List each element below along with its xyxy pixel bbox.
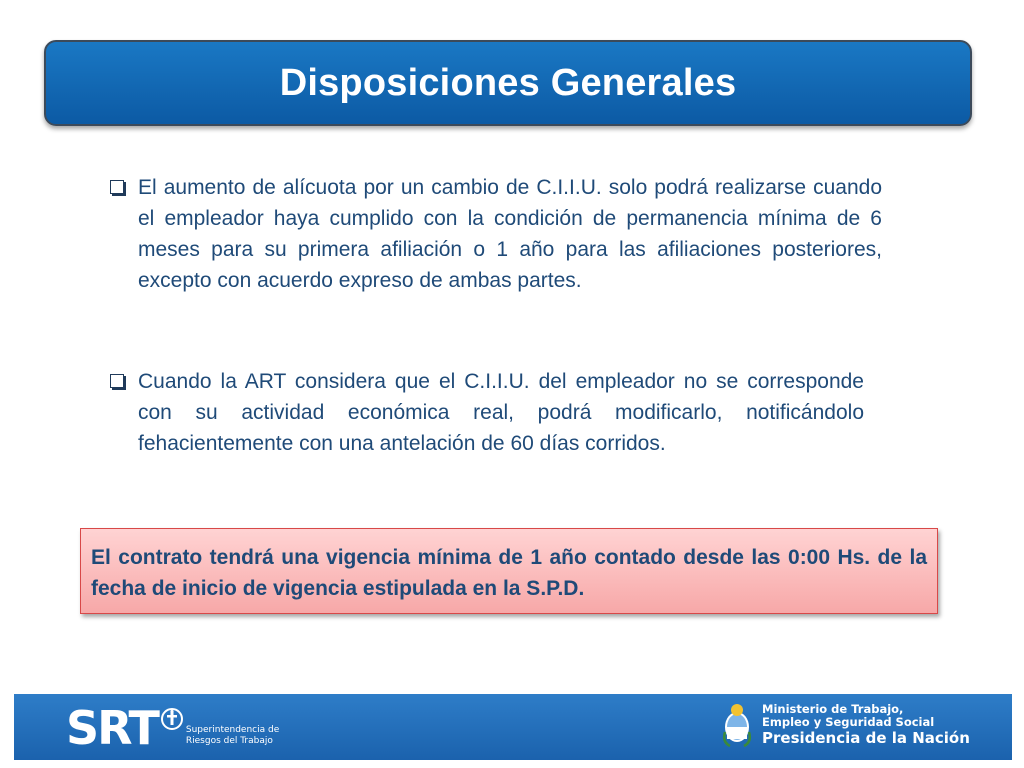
- checkbox-icon: [110, 374, 124, 388]
- checkbox-icon: [110, 180, 124, 194]
- presidencia-text: Presidencia de la Nación: [762, 728, 970, 747]
- bullet-item: [110, 172, 882, 296]
- bullet-item: [110, 366, 864, 459]
- footer-bar: [14, 694, 1012, 760]
- highlight-callout: [80, 528, 938, 614]
- srt-subtitle-line: Superintendencia de: [185, 725, 280, 735]
- ministry-line: Ministerio de Trabajo,: [762, 701, 904, 716]
- srt-subtitle-line: Riesgos del Trabajo: [185, 736, 273, 746]
- srt-logo: [66, 701, 280, 755]
- srt-logo-letters: SRT: [66, 701, 158, 755]
- highlight-text: El contrato tendrá una vigencia mínima de 1 año contado desde las 0:00 Hs. de la fecha de inicio de vigencia estipulada en la S.P.D.: [91, 546, 927, 600]
- ministry-logo: [722, 702, 970, 748]
- bullet-text: Cuando la ART considera que el C.I.I.U. del empleador no se corresponde con su actividad económica real, podrá modificarlo, notificándolo fehacientemente con una antelación de 60 días corridos.: [138, 370, 864, 455]
- bullet-text: El aumento de alícuota por un cambio de C.I.I.U. solo podrá realizarse cuando el empleador haya cumplido con la condición de permanencia mínima de 6 meses para su primera afiliación o 1 año para las afiliaciones posteriores, excepto con acuerdo expreso de ambas partes.: [138, 176, 882, 292]
- title-banner: [44, 40, 972, 126]
- srt-logo-subtitle: [186, 725, 279, 747]
- argentina-shield-icon: [722, 702, 752, 748]
- srt-emblem-icon: [160, 707, 184, 731]
- ministry-text: [762, 703, 970, 748]
- ministry-line: Empleo y Seguridad Social: [762, 714, 935, 729]
- page-title: Disposiciones Generales: [279, 61, 737, 104]
